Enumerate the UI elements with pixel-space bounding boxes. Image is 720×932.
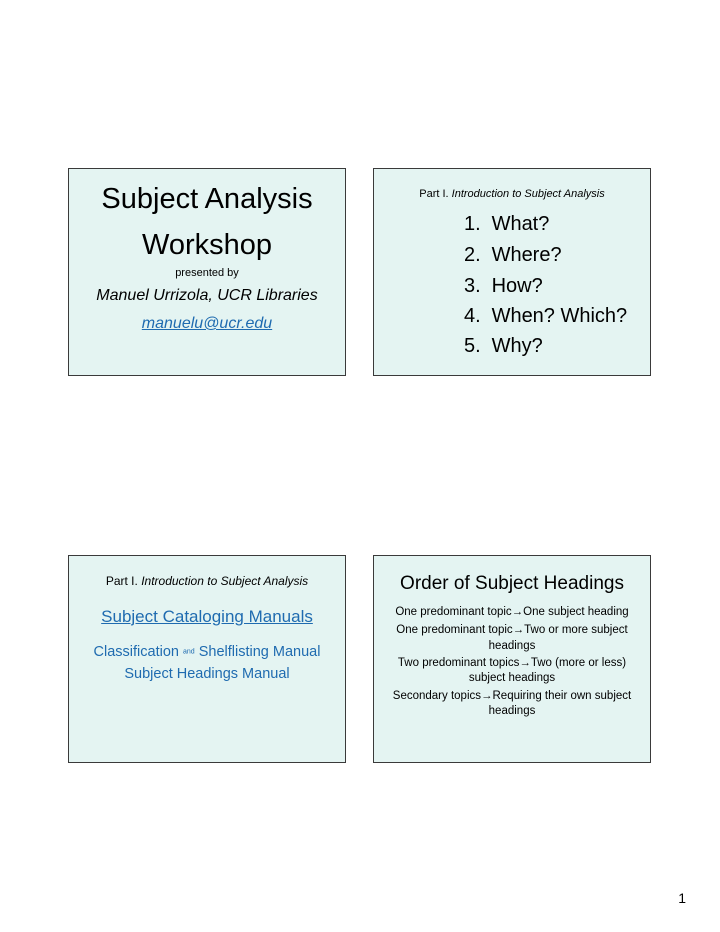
header-prefix: Part I. [105, 574, 138, 588]
presented-by-label: presented by [175, 267, 239, 279]
list-item-text: Where? [491, 244, 562, 266]
shelflisting-text: Shelflisting Manual [198, 644, 321, 660]
page-number: 1 [678, 890, 686, 906]
slide-order [373, 555, 651, 763]
and-text: and [183, 648, 195, 656]
presenter-name: Manuel Urrizola, UCR Libraries [96, 287, 318, 304]
subject-cataloging-manuals-link[interactable]: Subject Cataloging Manuals [101, 607, 313, 626]
classification-line [69, 644, 345, 660]
list-item-text: When? Which? [491, 305, 628, 327]
heading-line: Secondary topics→Requiring their own subject [392, 690, 632, 702]
list-item [464, 244, 562, 267]
list-item-number: 3. [464, 275, 481, 297]
slide-title [68, 168, 346, 376]
classification-text: Classification [93, 644, 179, 660]
email-link[interactable]: manuelu@ucr.edu [141, 315, 273, 332]
slide-header [374, 188, 650, 200]
heading-line: subject headings [468, 672, 556, 684]
slide-header [69, 574, 345, 588]
list-item [464, 213, 549, 236]
list-item-number: 5. [464, 335, 481, 357]
list-item [464, 335, 543, 358]
subject-headings-manual-text: Subject Headings Manual [124, 666, 290, 682]
slide-questions [373, 168, 651, 376]
list-item-number: 4. [464, 305, 481, 327]
list-item-number: 1. [464, 213, 481, 235]
slide-title: Order of Subject Headings [400, 573, 624, 594]
list-item [464, 305, 627, 328]
slide-manuals [68, 555, 346, 763]
slide-title-line2: Workshop [141, 229, 273, 261]
slide-title-line1: Subject Analysis [101, 183, 313, 215]
list-item-text: What? [491, 213, 550, 235]
list-item-number: 2. [464, 244, 481, 266]
header-italic: Introduction to Subject Analysis [451, 188, 605, 200]
heading-line: One predominant topic→One subject heading [395, 606, 629, 618]
heading-line: One predominant topic→Two or more subject [396, 624, 628, 636]
list-item [464, 275, 543, 298]
header-italic: Introduction to Subject Analysis [141, 574, 309, 588]
list-item-text: How? [491, 275, 543, 297]
heading-line: headings [488, 705, 536, 717]
header-prefix: Part I. [419, 188, 449, 200]
heading-line: headings [488, 640, 536, 652]
heading-line: Two predominant topics→Two (more or less) [397, 657, 627, 669]
list-item-text: Why? [491, 335, 543, 357]
